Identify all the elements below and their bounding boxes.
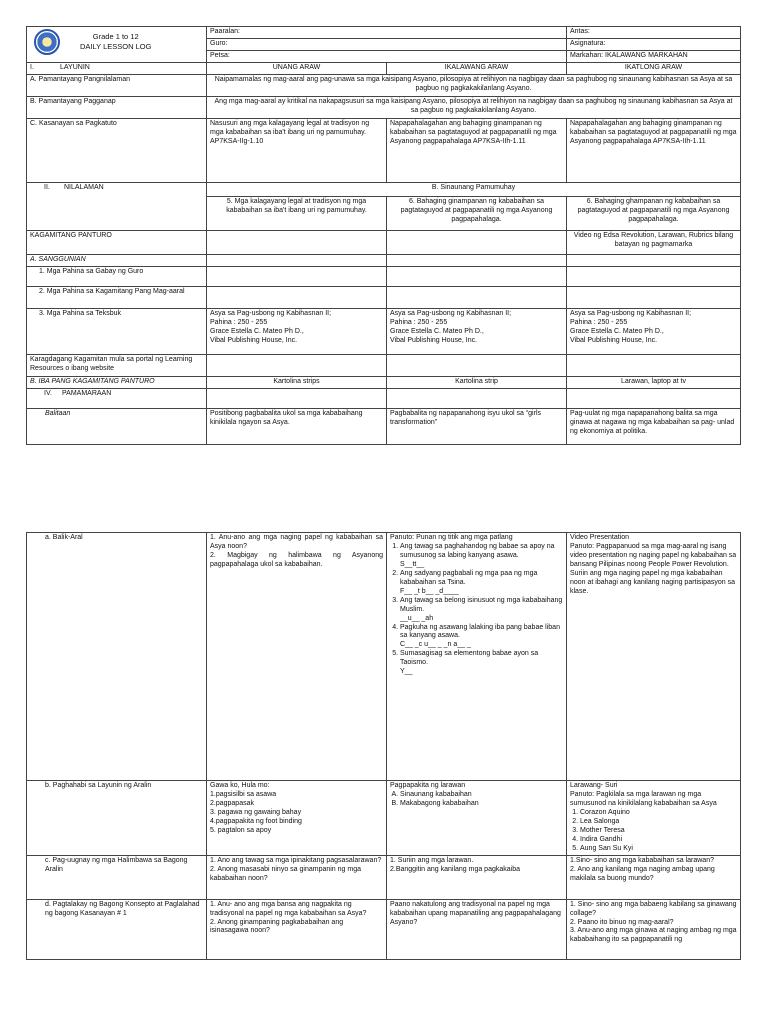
balitaan-label: Balitaan: [27, 408, 207, 444]
day1-heading: UNANG ARAW: [207, 62, 387, 74]
guro-field[interactable]: Guro:: [207, 38, 567, 50]
iba-pang-day3: Larawan, laptop at tv: [567, 376, 741, 388]
quiz-item: 4. Pagkuha ng asawang lalaking iba pang babae liban sa kanyang asawa. C__ _c u__ _ _n a__ _: [400, 624, 563, 651]
sanggunian-day2: [387, 254, 567, 266]
kagamitang-mag-aaral-label: 2. Mga Pahina sa Kagamitang Pang Mag-aaral: [27, 286, 207, 308]
kasanayan-day1: Nasusuri ang mga kalagayang legal at tradisyon ng mga kababaihan sa iba't ibang uri ng pamumuhay. AP7KSA-IIg-1.10: [207, 118, 387, 182]
gabay-ng-guro-label: 1. Mga Pahina sa Gabay ng Guro: [27, 266, 207, 286]
log-title: DAILY LESSON LOG: [80, 42, 152, 51]
teksbuk-day1: Asya sa Pag-usbong ng Kabihasnan II; Pahina : 250 - 255 Grace Estella C. Mateo Ph D., Vibal Publishing House, Inc.: [207, 308, 387, 354]
teksbuk-day3: Asya sa Pag-usbong ng Kabihasnan II; Pahina : 250 - 255 Grace Estella C. Mateo Ph D., Vibal Publishing House, Inc.: [567, 308, 741, 354]
pag-uugnay-day3: 1.Sino- sino ang mga kababaihan sa larawan? 2. Ano ang kanilang mga naging ambag upang makilala sa buong mundo?: [567, 855, 741, 899]
quiz-item: 3. Ang tawag sa belong isinusuot ng mga kababaihang Muslim. __u__ _ah: [400, 597, 563, 624]
balik-aral-day1: 1. Anu-ano ang mga naging papel ng kababaihan sa Asya noon? 2. Magbigay ng halimbawa ng Asyanong pagpapahalaga ukol sa kababaihan.: [207, 533, 387, 781]
kagamitang-day1: [207, 286, 387, 308]
balitaan-day3: Pag-uulat ng mga napapanahong balita sa mga ginawa at nagawa ng mga kababaihan sa pag- unlad ng ekonomiya at politika.: [567, 408, 741, 444]
grade-label: Grade 1 to 12: [92, 32, 139, 42]
day3-heading: IKATLONG ARAW: [567, 62, 741, 74]
gabay-day3: [567, 266, 741, 286]
kagamitang-day3: [567, 286, 741, 308]
petsa-field[interactable]: Petsa:: [207, 50, 567, 62]
pag-uugnay-day2: 1. Suriin ang mga larawan. 2.Banggitin ang kanilang mga pagkakaiba: [387, 855, 567, 899]
karagdagan-day3: [567, 354, 741, 376]
balitaan-day2: Pagbabalita ng napapanahong isyu ukol sa “girls transformation”: [387, 408, 567, 444]
karagdagang-kagamitan-label: Karagdagang Kagamitan mula sa portal ng Learning Resources o ibang website: [27, 354, 207, 376]
pagtalakay-day1: 1. Anu- ano ang mga bansa ang nagpakita ng tradisyonal na papel ng mga kababaihan sa Asya? 2. Anong ginampaning pagkababaihan ang isinasagawa noon?: [207, 899, 387, 959]
lesson-log-page-2: [26, 532, 740, 960]
teksbuk-label: 3. Mga Pahina sa Teksbuk: [27, 308, 207, 354]
gabay-day2: [387, 266, 567, 286]
pagtalakay-label: d. Pagtalakay ng Bagong Konsepto at Paglalahad ng bagong Kasanayan # 1: [27, 899, 207, 959]
header-logo-cell: [27, 27, 207, 63]
pagtalakay-day2: Paano nakatulong ang tradisyonal na papel ng mga kababaihan upang mapanatiling ang pagpapahalagang Asyano?: [387, 899, 567, 959]
quiz-item: 1. Ang tawag sa paghahandog ng babae sa apoy na sumusunog sa labing kanyang asawa. S__tt__: [400, 543, 563, 570]
larawan-suri-item: 4. Indira Gandhi: [580, 836, 737, 845]
pamantayang-pangnilalaman-label: A. Pamantayang Pangnilalaman: [27, 74, 207, 96]
paaralan-field[interactable]: Paaralan:: [207, 27, 567, 39]
pamamaraan-day1: [207, 388, 387, 408]
pamantayang-pangnilalaman-text: Naipamamalas ng mag-aaral ang pag-unawa sa mga kaisipang Asyano, pilosopiya at relihiyon na nagbigay daan sa paghubog ng sinaunang kabihasnan sa Asya at sa pagbuo ng pagkakakilanlang Asyano.: [207, 74, 741, 96]
kagamitang-day2: [387, 286, 567, 308]
quiz-item: 2. Ang sadyang pagbabali ng mga paa ng mga kababaihan sa Tsina. F__ _t b__ _d____: [400, 570, 563, 597]
sanggunian-day1: [207, 254, 387, 266]
deped-seal-icon: [34, 29, 60, 55]
larawan-item: B. Makabagong kababaihan: [400, 800, 563, 809]
pamamaraan-heading: IV. PAMAMARAAN: [27, 388, 207, 408]
layunin-heading: I. LAYUNIN: [27, 62, 207, 74]
larawan-suri-item: 2. Lea Salonga: [580, 818, 737, 827]
larawan-suri-item: 1. Corazon Aquino: [580, 809, 737, 818]
larawan-suri-item: 5. Aung San Su Kyi: [580, 845, 737, 854]
nilalaman-topic: B. Sinaunang Pamumuhay: [207, 182, 741, 196]
antas-field[interactable]: Antas:: [567, 27, 741, 39]
lesson-log-table-1: [26, 26, 741, 445]
larawan-item: A. Sinaunang kababaihan: [400, 791, 563, 800]
day2-heading: IKALAWANG ARAW: [387, 62, 567, 74]
kagamitan-day1: [207, 230, 387, 254]
lesson-log-table-2: [26, 532, 741, 960]
kagamitan-day3: Video ng Edsa Revolution, Larawan, Rubrics bilang batayan ng pagmamarka: [567, 230, 741, 254]
karagdagan-day1: [207, 354, 387, 376]
larawan-suri-item: 3. Mother Teresa: [580, 827, 737, 836]
balik-aral-day3: Video Presentation Panuto: Pagpapanuod sa mga mag-aaral ng isang video presentation ng naging papel ng kababaihan sa bansang Pilipinas noong People Power Revolution. Suriin ang mga naging papel ng mga kababaihan noon at ibahagi ang kanilang naging partisipasyon sa klase.: [567, 533, 741, 781]
gabay-day1: [207, 266, 387, 286]
iba-pang-day2: Kartolina strip: [387, 376, 567, 388]
nilalaman-day3: 6. Bahaging ghampanan ng kababaihan sa pagtataguyod at pagpapanatili ng mga Asyanong pagpapahalaga.: [567, 196, 741, 230]
nilalaman-heading: II. NILALAMAN: [27, 182, 207, 230]
pagtalakay-day3: 1. Sino- sino ang mga babaeng kabilang sa ginawang collage? 2. Paano ito binuo ng mag-aaral? 3. Anu-ano ang mga ginawa at naging ambag ng mga kababaihang ito sa pagpapanatili ng: [567, 899, 741, 959]
markahan-field: Markahan: IKALAWANG MARKAHAN: [567, 50, 741, 62]
pamantayang-pagganap-label: B. Pamantayang Pagganap: [27, 96, 207, 118]
quiz-item: 5. Sumasagisag sa elementong babae ayon sa Taoismo. Y__: [400, 650, 563, 677]
balik-aral-day2: Panuto: Punan ng titik ang mga patlang 1. Ang tawag sa paghahandog ng babae sa apoy na sumusunog sa labing kanyang asawa. S__tt__ 2. Ang sadyang pagbabali ng mga paa ng mga kababaihan sa Tsina. F__ _t b__ _d____ 3. Ang tawag sa belong isinusuot ng mga kababaihang Muslim. __u__ _ah 4. Pagkuha ng asawang lalaking iba pang babae liban sa kanyang asawa. C__ _c u__ _ _n a__ _ 5. Sumasagisag sa elementong babae ayon sa Taoismo. Y__: [387, 533, 567, 781]
pag-uugnay-day1: 1. Ano ang tawag sa mga ipinakitang pagsasalarawan? 2. Anong masasabi ninyo sa ginampanin ng mga kababaihan noon?: [207, 855, 387, 899]
kasanayan-day2: Napapahalagahan ang bahaging ginampanan ng kababaihan sa pagtataguyod at pagpapanatili ng mga Asyanong pagpapahalaga AP7KSA-IIh-1.11: [387, 118, 567, 182]
nilalaman-day1: 5. Mga kalagayang legal at tradisyon ng mga kababaihan sa iba't ibang uri ng pamumuhay.: [207, 196, 387, 230]
iba-pang-label: B. IBA PANG KAGAMITANG PANTURO: [27, 376, 207, 388]
kasanayan-day3: Napapahalagahan ang bahaging ginampanan ng kababaihan sa pagtataguyod at pagpapanatili ng mga Asyanong pagpapahalaga AP7KSA-IIh-1.11: [567, 118, 741, 182]
iba-pang-day1: Kartolina strips: [207, 376, 387, 388]
paghahabi-day1: Gawa ko, Hula mo: 1.pagsisilbi sa asawa 2.pagpapasak 3. pagawa ng gawaing bahay 4.pagpapakita ng foot binding 5. pagtalon sa apoy: [207, 781, 387, 856]
sanggunian-label: A. SANGGUNIAN: [27, 254, 207, 266]
asignatura-field[interactable]: Asignatura:: [567, 38, 741, 50]
pamamaraan-day2: [387, 388, 567, 408]
lesson-log-page-1: [26, 26, 740, 445]
balitaan-day1: Positibong pagbabalita ukol sa mga kababaihang kinikilala ngayon sa Asya.: [207, 408, 387, 444]
kagamitan-label: KAGAMITANG PANTURO: [27, 230, 207, 254]
paghahabi-day3: Larawang- Suri Panuto: Pagkilala sa mga larawan ng mga sumusunod na kinikilalang kababaihan sa Asya 1. Corazon Aquino 2. Lea Salonga 3. Mother Teresa 4. Indira Gandhi 5. Aung San Su Kyi: [567, 781, 741, 856]
kasanayan-label: C. Kasanayan sa Pagkatuto: [27, 118, 207, 182]
balik-aral-label: a. Balik-Aral: [27, 533, 207, 781]
paghahabi-label: b. Paghahabi sa Layunin ng Aralin: [27, 781, 207, 856]
kagamitan-day2: [387, 230, 567, 254]
karagdagan-day2: [387, 354, 567, 376]
paghahabi-day2: Pagpapakita ng larawan A. Sinaunang kababaihan B. Makabagong kababaihan: [387, 781, 567, 856]
teksbuk-day2: Asya sa Pag-usbong ng Kabihasnan II; Pahina : 250 - 255 Grace Estella C. Mateo Ph D., Vibal Publishing House, Inc.: [387, 308, 567, 354]
pag-uugnay-label: c. Pag-uugnay ng mga Halimbawa sa Bagong Aralin: [27, 855, 207, 899]
sanggunian-day3: [567, 254, 741, 266]
nilalaman-day2: 6. Bahaging ginampanan ng kababaihan sa pagtataguyod at pagpapanatili ng mga Asyanong pagpapahalaga.: [387, 196, 567, 230]
pamantayang-pagganap-text: Ang mga mag-aaral ay kritikal na nakapagsusuri sa mga kaisipang Asyano, pilosopiya at relihiyon na nagbigay daan sa paghubog ng sinaunang kabihasnan sa Asya at sa pagbuo ng pagkakakilanlang Asyano.: [207, 96, 741, 118]
pamamaraan-day3: [567, 388, 741, 408]
